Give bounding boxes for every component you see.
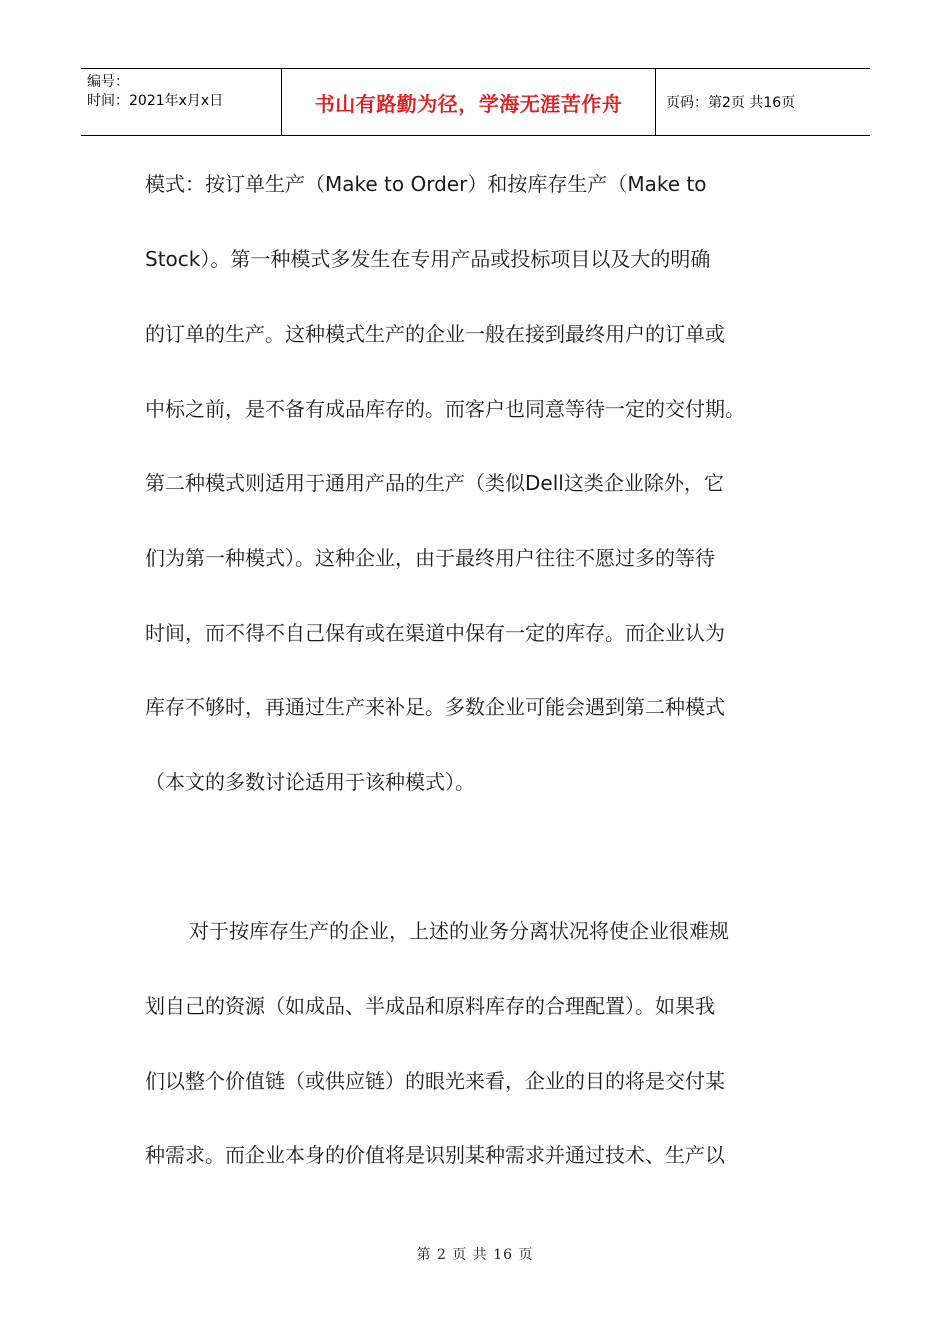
paragraph-line: 们为第一种模式）。这种企业，由于最终用户往往不愿过多的等待 — [145, 546, 715, 570]
paragraph-line: Stock）。第一种模式多发生在专用产品或投标项目以及大的明确 — [145, 247, 711, 271]
motto-text: 书山有路勤为径，学海无涯苦作舟 — [314, 91, 623, 116]
footer-page-number: 第 2 页 共 16 页 — [416, 1247, 534, 1263]
paragraph-line: 时间，而不得不自己保有或在渠道中保有一定的库存。而企业认为 — [145, 621, 725, 645]
paragraph-line: 库存不够时，再通过生产来补足。多数企业可能会遇到第二种模式 — [145, 695, 725, 719]
paragraph-line: 模式：按订单生产（Make to Order）和按库存生产（Make to — [145, 172, 707, 196]
paragraph-line: 种需求。而企业本身的价值将是识别某种需求并通过技术、生产以 — [145, 1143, 725, 1167]
page-info-cell — [656, 69, 870, 135]
paragraph-line: 对于按库存生产的企业，上述的业务分离状况将使企业很难规 — [189, 919, 729, 943]
paragraph-line: （本文的多数讨论适用于该种模式）。 — [145, 770, 475, 794]
paragraph-line: 的订单的生产。这种模式生产的企业一般在接到最终用户的订单或 — [145, 322, 725, 346]
number-label: 编号： — [87, 74, 129, 90]
page-info-text: 页码：第2页 共16页 — [666, 95, 796, 111]
header-meta-cell — [81, 69, 282, 135]
paragraph-line: 划自己的资源（如成品、半成品和原料库存的合理配置）。如果我 — [145, 994, 715, 1018]
time-label: 时间：2021年x月x日 — [87, 93, 224, 109]
paragraph-line: 们以整个价值链（或供应链）的眼光来看，企业的目的将是交付某 — [145, 1069, 725, 1093]
header-table — [81, 68, 870, 136]
paragraph-line: 中标之前，是不备有成品库存的。而客户也同意等待一定的交付期。 — [145, 397, 745, 421]
page-footer — [0, 1244, 950, 1264]
paragraph-line: 第二种模式则适用于通用产品的生产（类似Dell这类企业除外，它 — [145, 471, 724, 495]
motto-cell — [282, 69, 656, 135]
